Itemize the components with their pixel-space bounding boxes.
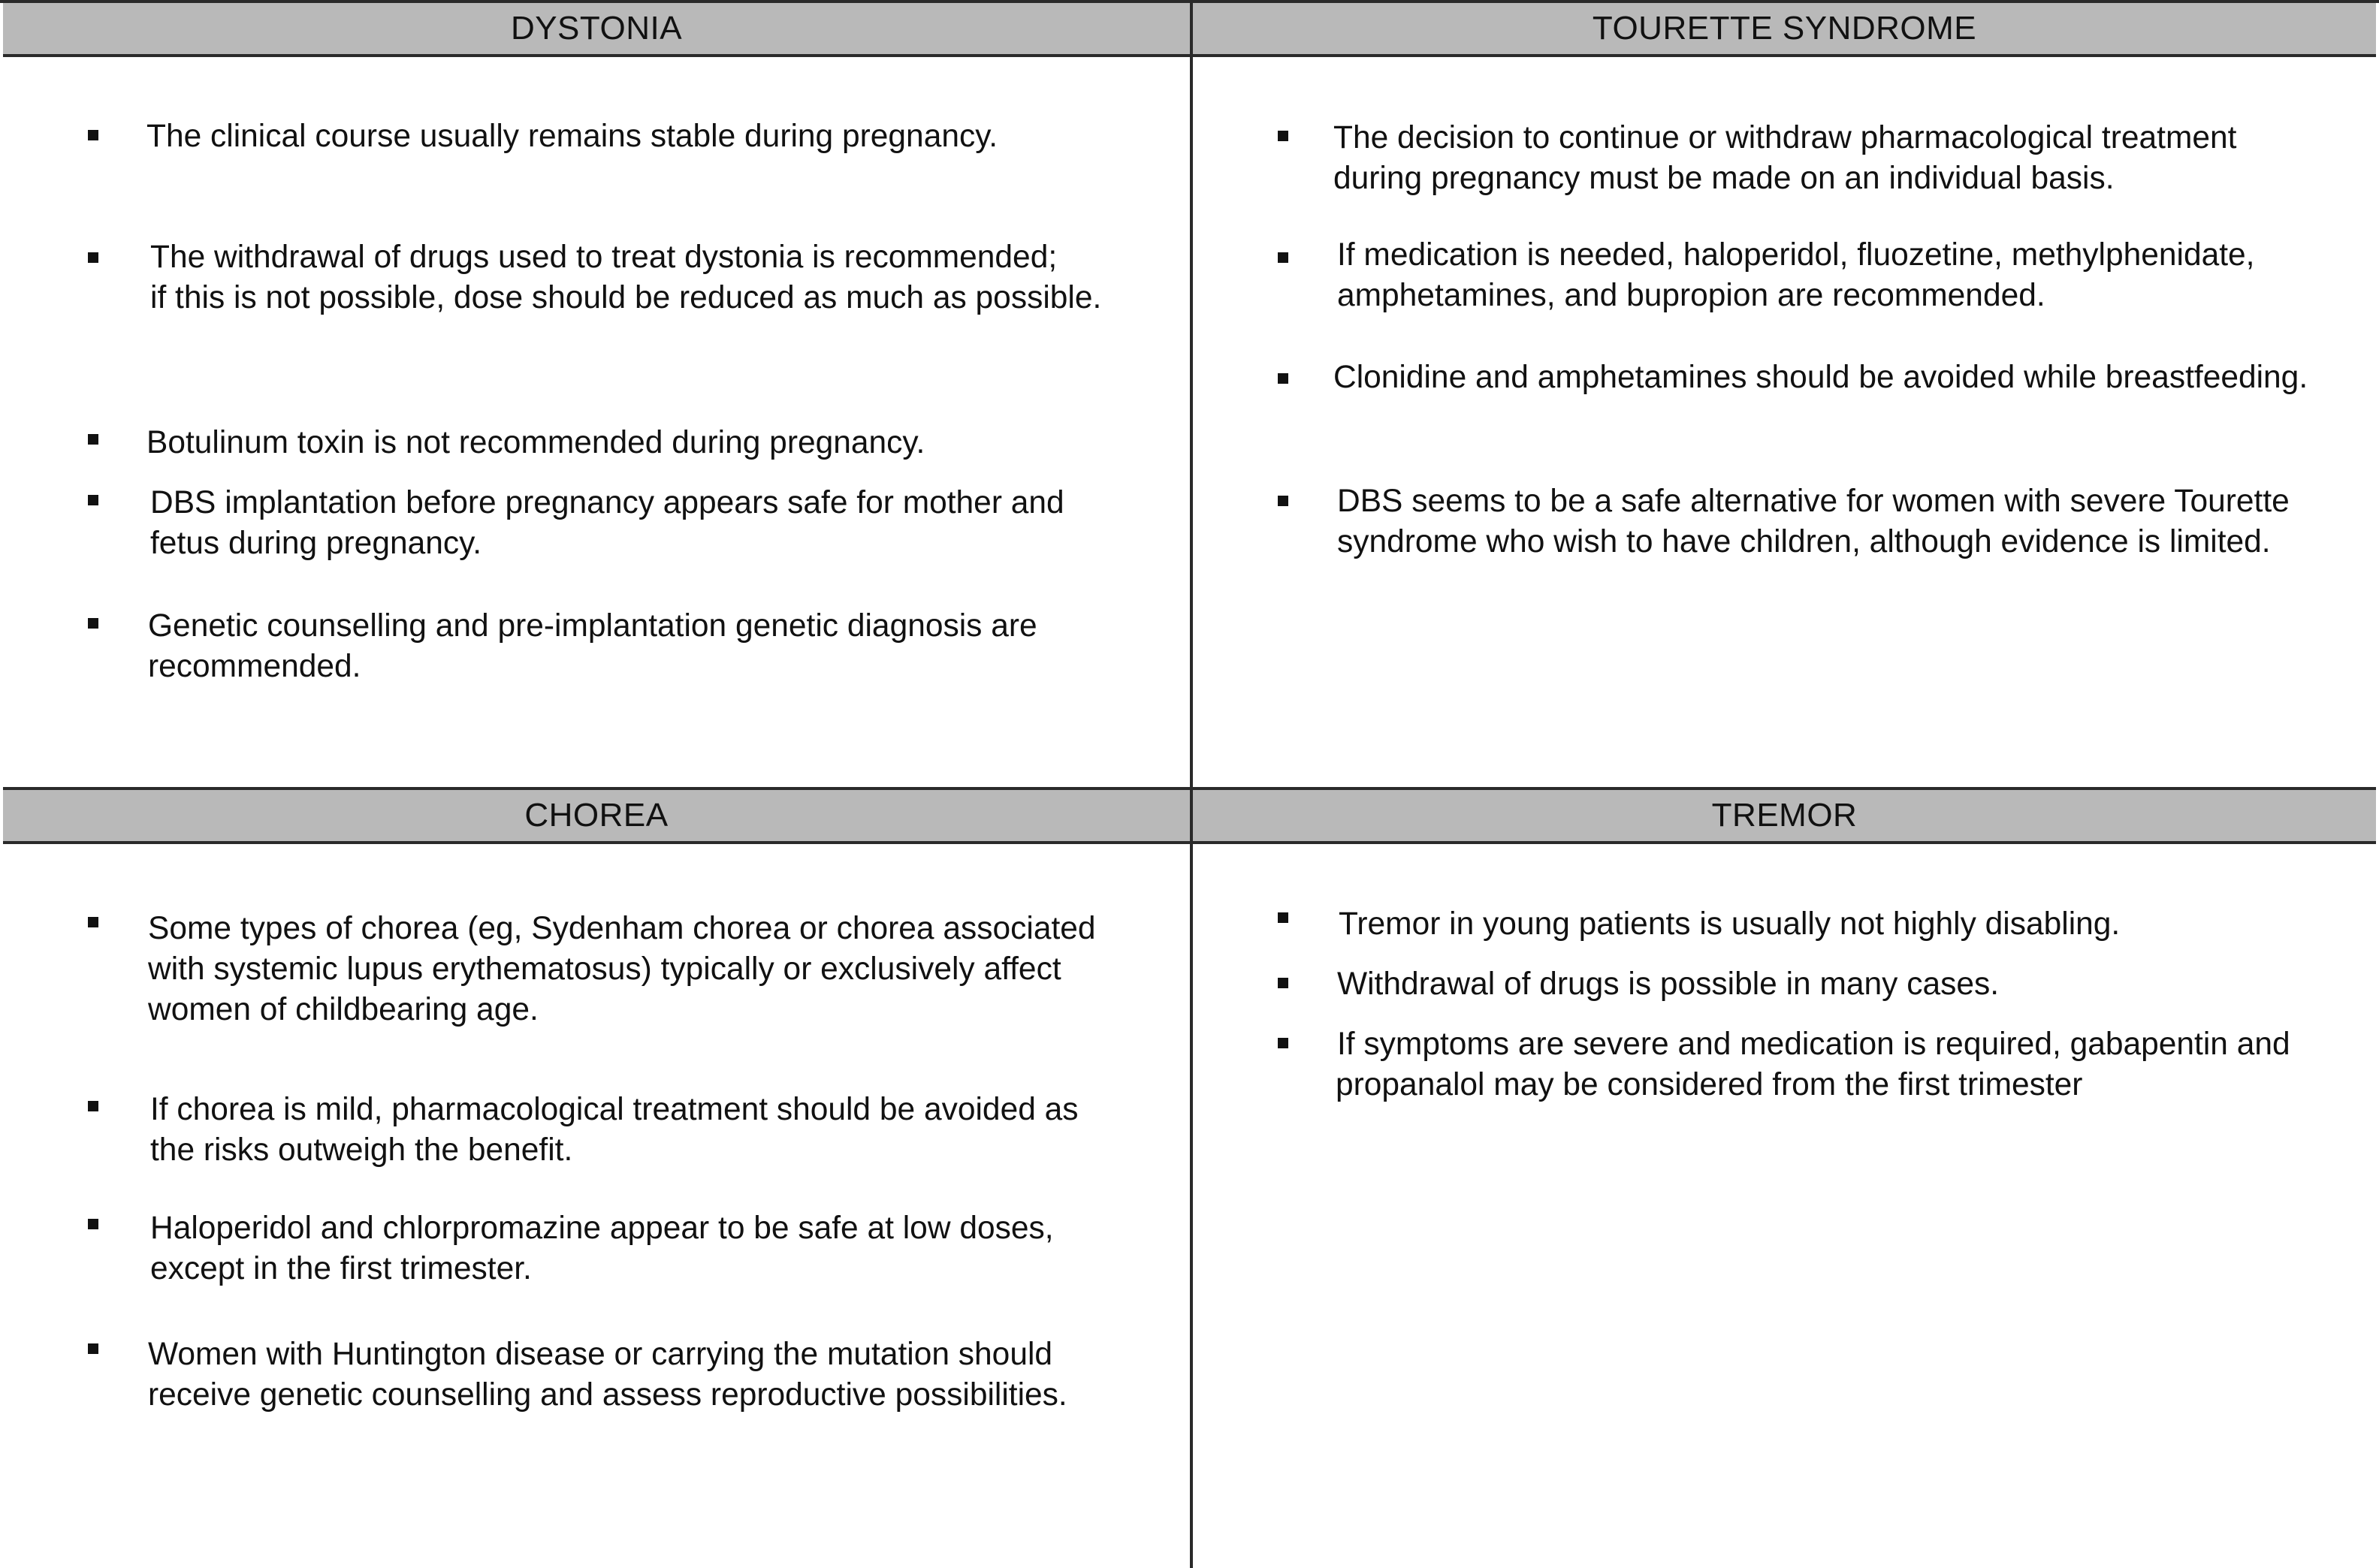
list-item-line: Genetic counselling and pre-implantation genetic diagnosis are bbox=[148, 608, 1037, 644]
list-item-line: women of childbearing age. bbox=[148, 992, 539, 1027]
bullet-icon bbox=[88, 1219, 98, 1229]
bullet-icon bbox=[88, 917, 98, 927]
bullet-icon bbox=[1278, 373, 1288, 384]
bullet-icon bbox=[88, 618, 98, 629]
list-item-line: If symptoms are severe and medication is required, gabapentin and bbox=[1337, 1027, 2290, 1062]
list-item-line: Botulinum toxin is not recommended during pregnancy. bbox=[146, 425, 925, 460]
list-item-line: the risks outweigh the benefit. bbox=[150, 1132, 573, 1168]
column-divider bbox=[1190, 0, 1193, 1568]
list-item-line: The clinical course usually remains stable during pregnancy. bbox=[146, 119, 998, 154]
list-item-line: If medication is needed, haloperidol, fluozetine, methylphenidate, bbox=[1337, 237, 2255, 273]
list-item-line: Tremor in young patients is usually not highly disabling. bbox=[1339, 906, 2121, 942]
bullet-icon bbox=[88, 130, 98, 140]
list-item-line: Clonidine and amphetamines should be avoided while breastfeeding. bbox=[1333, 360, 2308, 395]
dystonia-header: DYSTONIA bbox=[3, 3, 1190, 57]
bullet-icon bbox=[88, 434, 98, 445]
bullet-icon bbox=[1278, 1038, 1288, 1048]
list-item-line: If chorea is mild, pharmacological treatment should be avoided as bbox=[150, 1092, 1079, 1127]
bullet-icon bbox=[88, 1101, 98, 1111]
list-item-line: propanalol may be considered from the first trimester bbox=[1336, 1067, 2083, 1102]
bullet-icon bbox=[88, 495, 98, 505]
bullet-icon bbox=[1278, 912, 1288, 923]
list-item-line: Women with Huntington disease or carrying the mutation should bbox=[148, 1337, 1053, 1372]
chorea-header: CHOREA bbox=[3, 787, 1190, 844]
bullet-icon bbox=[1278, 131, 1288, 141]
list-item-line: Withdrawal of drugs is possible in many cases. bbox=[1337, 966, 2000, 1002]
list-item-line: Haloperidol and chlorpromazine appear to be safe at low doses, bbox=[150, 1211, 1054, 1246]
bullet-icon bbox=[1278, 252, 1288, 263]
bullet-icon bbox=[88, 1343, 98, 1354]
tremor-header: TREMOR bbox=[1193, 787, 2376, 844]
list-item-line: The decision to continue or withdraw pharmacological treatment bbox=[1333, 120, 2237, 155]
list-item-line: fetus during pregnancy. bbox=[150, 526, 482, 561]
list-item-line: if this is not possible, dose should be reduced as much as possible. bbox=[150, 280, 1102, 315]
list-item-line: recommended. bbox=[148, 649, 361, 684]
bullet-icon bbox=[88, 252, 98, 263]
tourette-header: TOURETTE SYNDROME bbox=[1193, 3, 2376, 57]
list-item-line: amphetamines, and bupropion are recommended. bbox=[1337, 278, 2045, 313]
list-item-line: except in the first trimester. bbox=[150, 1251, 532, 1286]
list-item-line: during pregnancy must be made on an individual basis. bbox=[1333, 161, 2115, 196]
bullet-icon bbox=[1278, 978, 1288, 988]
list-item-line: receive genetic counselling and assess reproductive possibilities. bbox=[148, 1377, 1067, 1413]
list-item-line: DBS seems to be a safe alternative for women with severe Tourette bbox=[1337, 484, 2290, 519]
list-item-line: syndrome who wish to have children, although evidence is limited. bbox=[1337, 524, 2271, 559]
list-item-line: DBS implantation before pregnancy appears safe for mother and bbox=[150, 485, 1064, 520]
bullet-icon bbox=[1278, 496, 1288, 506]
list-item-line: Some types of chorea (eg, Sydenham chorea or chorea associated bbox=[148, 911, 1096, 946]
list-item-line: The withdrawal of drugs used to treat dystonia is recommended; bbox=[150, 240, 1058, 275]
list-item-line: with systemic lupus erythematosus) typically or exclusively affect bbox=[148, 951, 1061, 987]
